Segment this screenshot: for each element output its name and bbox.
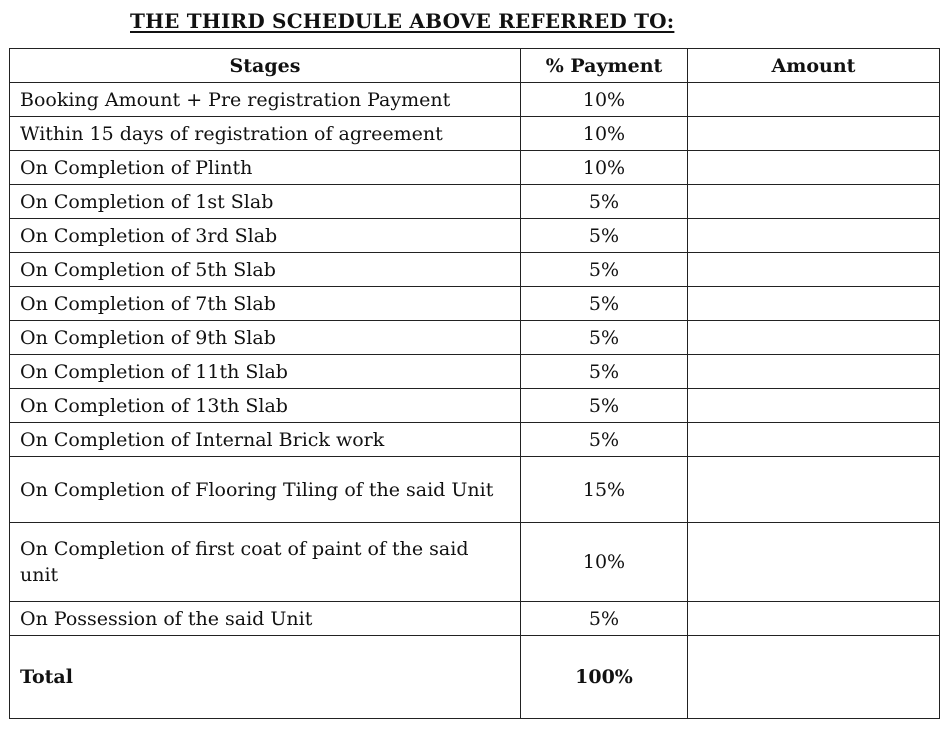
stage-cell: On Completion of 5th Slab <box>10 253 521 287</box>
total-label: Total <box>10 636 521 719</box>
table-row <box>10 117 940 151</box>
table-row <box>10 321 940 355</box>
payment-cell: 10% <box>521 151 688 185</box>
table-row <box>10 602 940 636</box>
payment-cell: 10% <box>521 117 688 151</box>
stage-cell: Within 15 days of registration of agreement <box>10 117 521 151</box>
table-row <box>10 389 940 423</box>
amount-cell <box>688 287 940 321</box>
table-row <box>10 185 940 219</box>
table-row <box>10 219 940 253</box>
amount-cell <box>688 151 940 185</box>
stage-cell: On Possession of the said Unit <box>10 602 521 636</box>
payment-cell: 5% <box>521 602 688 636</box>
amount-cell <box>688 219 940 253</box>
payment-cell: 5% <box>521 185 688 219</box>
payment-cell: 5% <box>521 355 688 389</box>
stage-cell: On Completion of 9th Slab <box>10 321 521 355</box>
payment-cell: 15% <box>521 457 688 523</box>
amount-cell <box>688 321 940 355</box>
amount-cell <box>688 602 940 636</box>
stage-cell: On Completion of 7th Slab <box>10 287 521 321</box>
stage-cell: On Completion of Internal Brick work <box>10 423 521 457</box>
table-row <box>10 287 940 321</box>
table-row <box>10 253 940 287</box>
payment-cell: 5% <box>521 321 688 355</box>
payment-cell: 5% <box>521 253 688 287</box>
payment-cell: 10% <box>521 83 688 117</box>
table-row <box>10 457 940 523</box>
amount-column-header: Amount <box>688 49 940 83</box>
stage-cell: On Completion of 11th Slab <box>10 355 521 389</box>
table-header-row <box>10 49 940 83</box>
payment-column-header: % Payment <box>521 49 688 83</box>
total-amount <box>688 636 940 719</box>
stages-column-header: Stages <box>10 49 521 83</box>
total-row <box>10 636 940 719</box>
stage-cell: On Completion of 1st Slab <box>10 185 521 219</box>
schedule-title: THE THIRD SCHEDULE ABOVE REFERRED TO: <box>130 9 675 33</box>
amount-cell <box>688 355 940 389</box>
amount-cell <box>688 83 940 117</box>
table-row <box>10 423 940 457</box>
amount-cell <box>688 117 940 151</box>
payment-cell: 10% <box>521 523 688 602</box>
payment-schedule-table <box>9 48 940 719</box>
table-row <box>10 83 940 117</box>
payment-cell: 5% <box>521 287 688 321</box>
payment-cell: 5% <box>521 389 688 423</box>
stage-cell: On Completion of 3rd Slab <box>10 219 521 253</box>
table-row <box>10 151 940 185</box>
amount-cell <box>688 423 940 457</box>
amount-cell <box>688 389 940 423</box>
table-row <box>10 523 940 602</box>
total-payment: 100% <box>521 636 688 719</box>
payment-cell: 5% <box>521 219 688 253</box>
stage-cell: On Completion of Flooring Tiling of the said Unit <box>10 457 521 523</box>
payment-cell: 5% <box>521 423 688 457</box>
amount-cell <box>688 523 940 602</box>
stage-cell: Booking Amount + Pre registration Payment <box>10 83 521 117</box>
amount-cell <box>688 185 940 219</box>
table-row <box>10 355 940 389</box>
stage-cell: On Completion of Plinth <box>10 151 521 185</box>
amount-cell <box>688 253 940 287</box>
stage-cell: On Completion of first coat of paint of the said unit <box>10 523 521 602</box>
stage-cell: On Completion of 13th Slab <box>10 389 521 423</box>
amount-cell <box>688 457 940 523</box>
